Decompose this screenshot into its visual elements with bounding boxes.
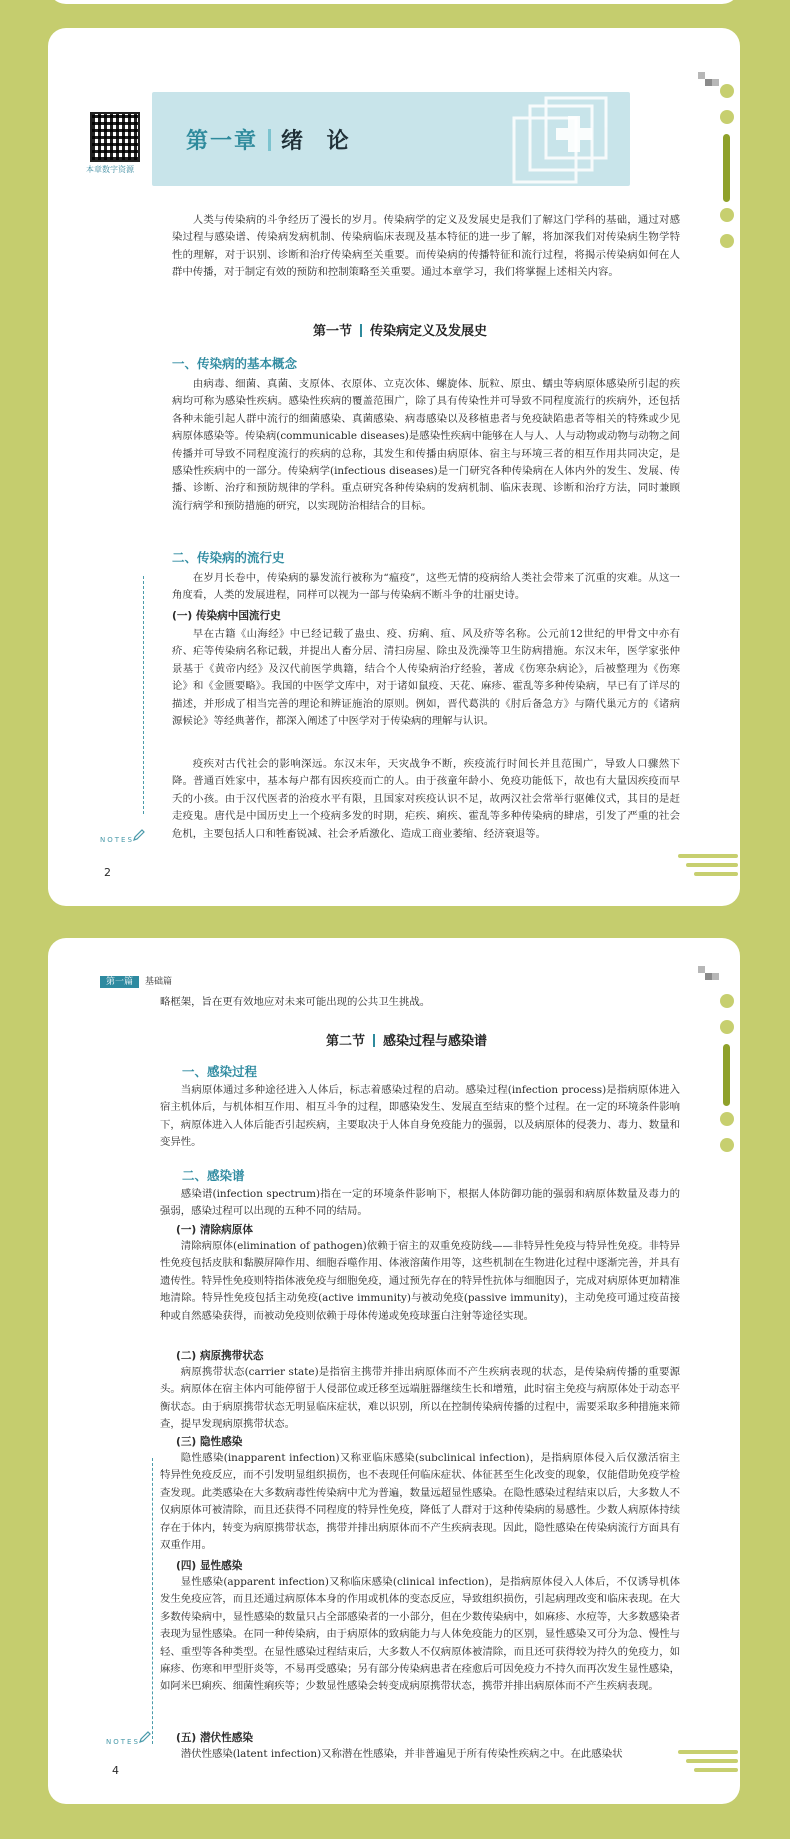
subheading-carrier: (二) 病原携带状态 — [176, 1350, 264, 1362]
section-number: 第二节 — [326, 1034, 366, 1049]
footer-stripes — [678, 1750, 738, 1777]
part-name: 基础篇 — [145, 977, 173, 987]
page-number: 4 — [112, 1764, 119, 1777]
page-number: 2 — [104, 866, 111, 879]
side-dot — [720, 1020, 734, 1034]
paragraph-ancient-impact: 疫疾对古代社会的影响深远。东汉末年，天灾战争不断，疾疫流行时间长并且范围广，导致人口骤然下降。普通百姓家中，基本每户都有因疾疫而亡的人。由于孩童年龄小、免疫功能低下，故也有大量因疾疫而早夭的小孩。由于汉代医者的治疫水平有限，且国家对疾疫认识不足，故两汉社会常举行驱傩仪式，其目的是赶走疫鬼。唐代是中国历史上一个疫病多发的时期，疟疾、痢疾、霍乱等多种传染病的肆虐，引发了严重的社会危机，主要包括人口和牲畜锐减、社会矛盾激化、造成工商业萎缩、经济衰退等。 — [172, 758, 680, 840]
corner-square-icon — [705, 79, 712, 86]
book-page-4 — [48, 938, 740, 1804]
side-dot — [720, 234, 734, 248]
paragraph-epidemic-intro: 在岁月长卷中，传染病的暴发流行被称为“瘟疫”，这些无情的疫病给人类社会带来了沉重的灾难。从这一角度看，人类的发展进程，同样可以视为一部与传染病不断斗争的壮丽史诗。 — [172, 572, 680, 602]
corner-square-icon — [712, 973, 719, 980]
notes-label: NOTES — [100, 836, 134, 844]
notes-label: NOTES — [106, 1738, 140, 1746]
section-title — [313, 320, 487, 339]
side-dot — [720, 84, 734, 98]
medical-box-icon — [506, 96, 610, 186]
qr-code[interactable] — [90, 112, 140, 162]
subheading-inapparent: (三) 隐性感染 — [176, 1436, 243, 1448]
side-dot — [720, 110, 734, 124]
chapter-header-band — [152, 92, 630, 186]
footer-stripes — [678, 854, 738, 881]
side-dot — [720, 1112, 734, 1126]
corner-square-icon — [712, 79, 719, 86]
side-dot — [720, 994, 734, 1008]
previous-page-edge — [48, 0, 740, 4]
paragraph-infection-process: 当病原体通过多种途径进入人体后，标志着感染过程的启动。感染过程(infection process)是指病原体进入宿主机体后，与机体相互作用、相互斗争的过程，即感染发生、发展直至结束的整个过程。在一定的环境条件影响下，病原体进入人体后能否引起疾病，主要取决于人体自身免疫能力的强弱，以及病原体的侵袭力、毒力、数量和变异性。 — [160, 1084, 680, 1149]
subheading-latent: (五) 潜伏性感染 — [176, 1732, 253, 1744]
chapter-title — [186, 124, 357, 155]
side-dot — [720, 208, 734, 222]
paragraph-inapparent: 隐性感染(inapparent infection)又称亚临床感染(subclinical infection)，是指病原体侵入后仅激活宿主特异性免疫反应，而不引发明显组织损伤，也不表现任何临床症状、体征甚至生化改变的现象，仅能借助免疫学检查发现。此类感染在大多数病毒性传染病中尤为普遍，数量远超显性感染。在隐性感染过程结束以后，大多数人不仅病原体可被清除，而且还获得不同程度的特异性免疫，降低了人群对于这种传染病的易感性。少数人病原体持续存在于体内，转变为病原携带状态，携带并排出病原体而不产生疾病表现。因此，隐性感染在传染病流行方面具有双重作用。 — [160, 1452, 680, 1552]
subheading-clearance: (一) 清除病原体 — [176, 1224, 253, 1236]
notes-margin-line — [143, 576, 144, 814]
paragraph-apparent: 显性感染(apparent infection)又称临床感染(clinical infection)，是指病原体侵入人体后，不仅诱导机体发生免疫应答，而且还通过病原体本身的作用或机体的变态反应，导致组织损伤，引起病理改变和临床表现。在大多数传染病中，显性感染的数量只占全部感染者的一小部分，但在少数传染病中，如麻疹、水痘等，大多数感染者表现为显性感染。在同一种传染病，由于病原体的致病能力与人体免疫能力的区别，显性感染又可分为急、慢性与轻、重型等各种类型。在显性感染过程结束后，大多数人不仅病原体被清除，而且还可获得较为持久的免疫力，如麻疹、伤寒和甲型肝炎等，不易再受感染；另有部分传染病患者在痊愈后可因免疫力不持久而再次发生显性感染，如阿米巴痢疾、细菌性痢疾等；少数显性感染会转变成病原携带状态，携带并排出病原体而不产生疾病表现。 — [160, 1576, 680, 1693]
paragraph-basic-concept: 由病毒、细菌、真菌、支原体、衣原体、立克次体、螺旋体、朊粒、原虫、蠕虫等病原体感染所引起的疾病均可称为感染性疾病。感染性疾病的覆盖范围广，除了具有传染性并可导致不同程度流行的疾病外，还包括各种未能引起人群中流行的细菌感染、真菌感染、病毒感染以及移植患者与免疫缺陷患者等相关的特殊或少见病原体感染等。传染病(communicable diseases)是感染性疾病中能够在人与人、人与动物或动物与动物之间传播并可导致不同程度流行的疾病的总称，其发生和传播由病原体、宿主与环境三者的相互作用共同决定，是感染性疾病中的一部分。传染病学(infectious diseases)是一门研究各种传染病在人体内外的发生、发展、传播、诊断、治疗和预防规律的学科。重点研究各种传染病的发病机制、临床表现、诊断和治疗方法，同时兼顾流行病学和预防措施的研究，以实现防治相结合的目标。 — [172, 378, 680, 512]
chapter-intro: 人类与传染病的斗争经历了漫长的岁月。传染病学的定义及发展史是我们了解这门学科的基础，通过对感染过程与感染谱、传染病发病机制、传染病临床表现及基本特征的进一步了解，将加深我们对传染病生物学特性的理解，对于识别、诊断和治疗传染病至关重要。而传染病的传播特征和流行过程，将揭示传染病如何在人群中传播，对于制定有效的预防和控制策略至关重要。通过本章学习，我们将掌握上述相关内容。 — [172, 214, 680, 279]
side-bar — [723, 134, 730, 202]
section-number: 第一节 — [313, 324, 353, 339]
side-dot — [720, 1138, 734, 1152]
paragraph-infection-spectrum: 感染谱(infection spectrum)指在一定的环境条件影响下，根据人体防御功能的强弱和病原体数量及毒力的强弱，感染过程可以出现的五种不同的结局。 — [160, 1188, 680, 1218]
notes-margin-line — [152, 1458, 153, 1744]
heading-basic-concept: 一、传染病的基本概念 — [172, 356, 298, 371]
subheading-china-history: (一) 传染病中国流行史 — [172, 610, 281, 622]
part-tag: 第一篇 — [100, 976, 139, 988]
book-page-2 — [48, 28, 740, 906]
section-title — [326, 1030, 487, 1049]
side-bar — [723, 1044, 730, 1106]
paragraph-clearance: 清除病原体(elimination of pathogen)依赖于宿主的双重免疫防线——非特异性免疫与特异性免疫。非特异性免疫包括皮肤和黏膜屏障作用、细胞吞噬作用、体液溶菌作用等，这些机制在生物进化过程中逐渐完善，并具有遗传性。特异性免疫则特指体液免疫与细胞免疫，通过预先存在的特异性抗体与细胞因子，完成对病原体更加精准地清除。特异性免疫包括主动免疫(active immunity)与被动免疫(passive immunity)，主动免疫可通过疫苗接种或自然感染获得，而被动免疫则依赖于母体传递或免疫球蛋白注射等途径实现。 — [160, 1240, 680, 1322]
carryover-text: 略框架，旨在更有效地应对未来可能出现的公共卫生挑战。 — [160, 996, 431, 1008]
subheading-apparent: (四) 显性感染 — [176, 1560, 243, 1572]
heading-infection-process: 一、感染过程 — [182, 1064, 258, 1079]
corner-square-icon — [705, 973, 712, 980]
section-name: 感染过程与感染谱 — [383, 1034, 488, 1049]
corner-square-icon — [698, 72, 705, 79]
chapter-number: 第一章 — [186, 129, 259, 154]
pencil-icon — [132, 828, 146, 842]
pencil-icon — [138, 1730, 152, 1744]
section-name: 传染病定义及发展史 — [370, 324, 488, 339]
chapter-name: 绪 论 — [281, 129, 357, 154]
corner-square-icon — [698, 966, 705, 973]
paragraph-china-history: 早在古籍《山海经》中已经记载了蛊虫、疫、疠痢、疽、风及疥等名称。公元前12世纪的甲骨文中亦有疥、疟等传染病名称记载，并提出人畜分居、清扫房屋、除虫及洗澡等卫生防病措施。东汉末年，医学家张仲景基于《黄帝内经》及汉代前医学典籍，结合个人传染病治疗经验，著成《伤寒杂病论》，后被整理为《伤寒论》和《金匮要略》。我国的中医学文库中，对于诸如鼠疫、天花、麻疹、霍乱等多种传染病，早已有了详尽的描述，并形成了相当完善的理论和辨证施治的原则。例如，晋代葛洪的《肘后备急方》与隋代巢元方的《诸病源候论》等经典著作，都深入阐述了中医学对于传染病的理解与认识。 — [172, 628, 680, 728]
breadcrumb — [100, 974, 172, 987]
heading-infection-spectrum: 二、感染谱 — [182, 1168, 245, 1183]
paragraph-carrier: 病原携带状态(carrier state)是指宿主携带并排出病原体而不产生疾病表现的状态，是传染病传播的重要源头。病原体在宿主体内可能停留于人侵部位或迁移至远端脏器继续生长和增殖，此时宿主免疫与病原体处于动态平衡状态。由于病原携带状态无明显临床症状，难以识别，所以在控制传染病传播的过程中，需要采取多种措施来筛查，提早发现病原携带状态。 — [160, 1366, 680, 1431]
heading-epidemic-history: 二、传染病的流行史 — [172, 550, 285, 565]
qr-label: 本章数字资源 — [86, 165, 134, 174]
paragraph-latent: 潜伏性感染(latent infection)又称潜在性感染，并非普遍见于所有传染性疾病之中。在此感染状 — [180, 1748, 623, 1760]
